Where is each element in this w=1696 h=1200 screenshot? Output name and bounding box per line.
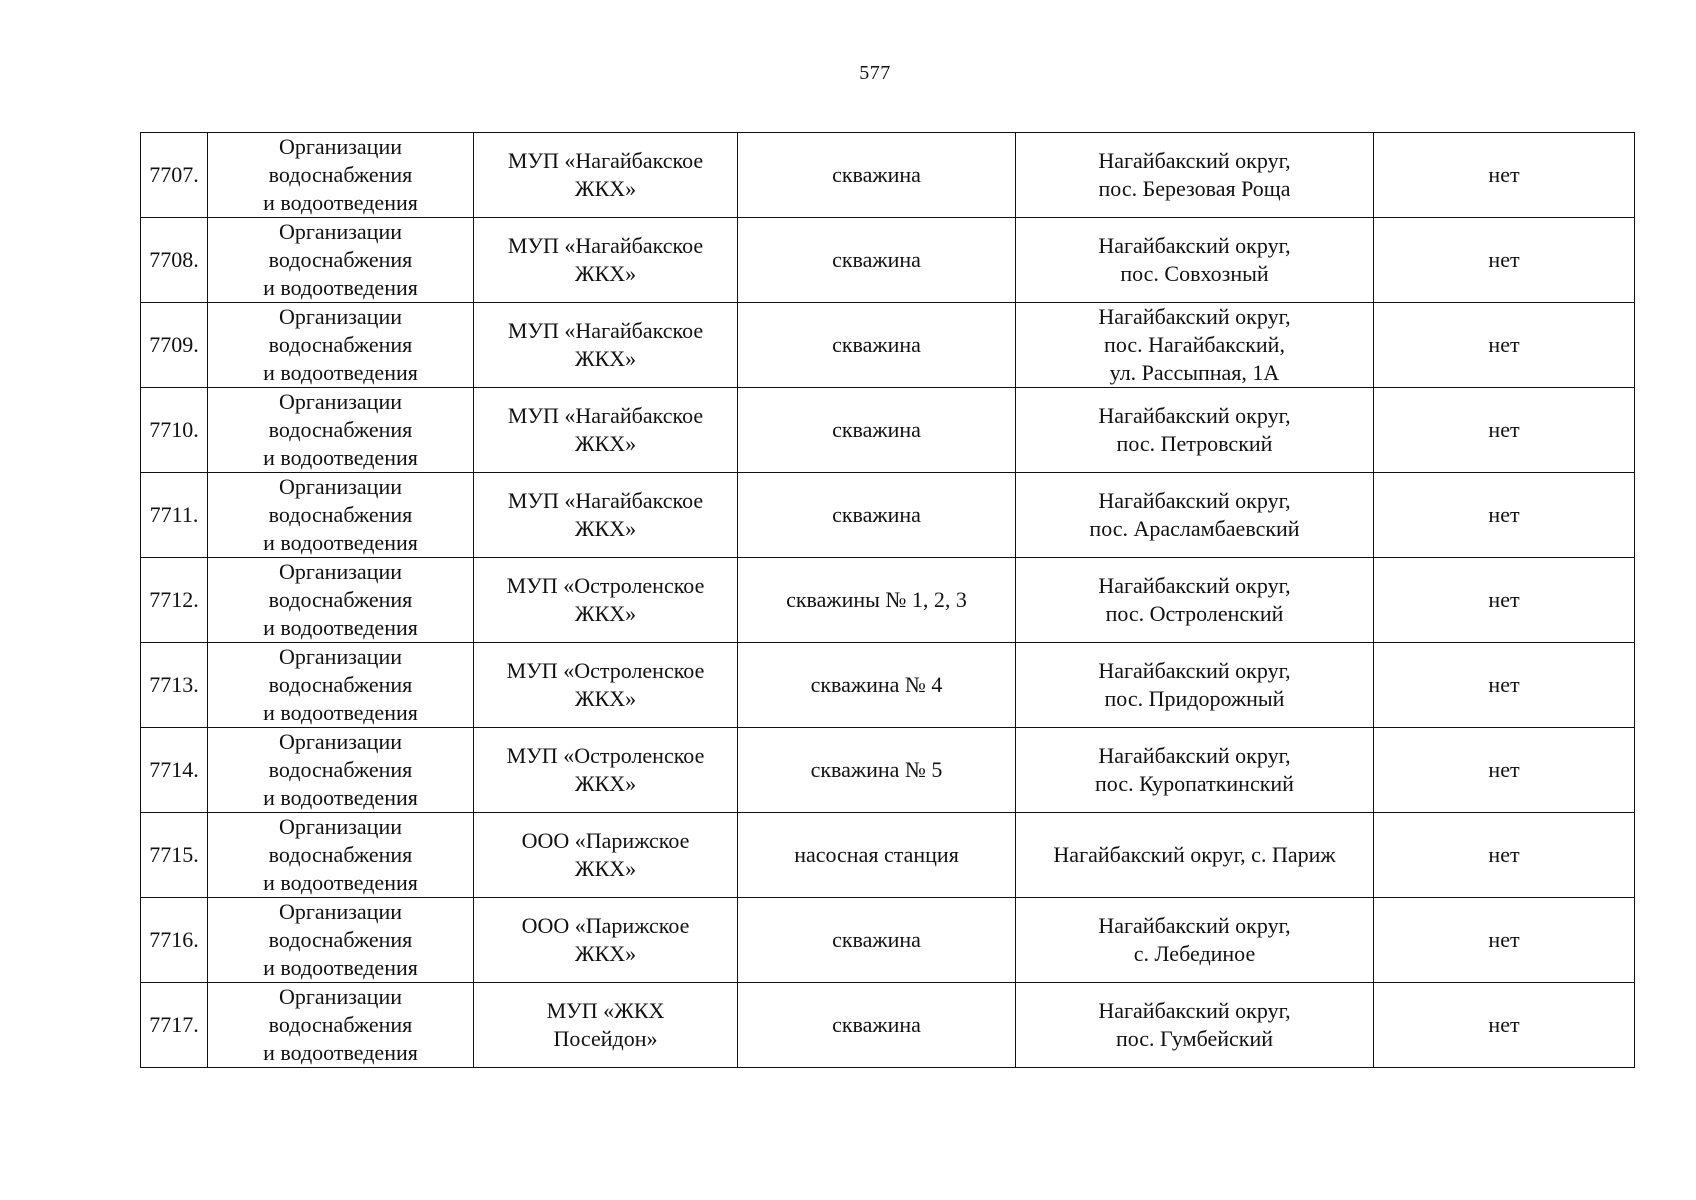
cell-number: 7713. bbox=[141, 643, 208, 728]
cell-category: Организации водоснабжения и водоотведения bbox=[208, 983, 474, 1068]
cell-object: скважина bbox=[738, 218, 1016, 303]
cell-number: 7707. bbox=[141, 133, 208, 218]
cell-organization: МУП «Нагайбакское ЖКХ» bbox=[474, 218, 738, 303]
cell-organization: МУП «Остроленское ЖКХ» bbox=[474, 643, 738, 728]
cell-organization: МУП «Нагайбакское ЖКХ» bbox=[474, 473, 738, 558]
cell-object: скважина bbox=[738, 898, 1016, 983]
cell-flag: нет bbox=[1374, 728, 1635, 813]
cell-address: Нагайбакский округ, с. Лебединое bbox=[1016, 898, 1374, 983]
cell-number: 7717. bbox=[141, 983, 208, 1068]
cell-address: Нагайбакский округ, с. Париж bbox=[1016, 813, 1374, 898]
cell-address: Нагайбакский округ, пос. Совхозный bbox=[1016, 218, 1374, 303]
table-row bbox=[141, 133, 1635, 218]
cell-address: Нагайбакский округ, пос. Арасламбаевский bbox=[1016, 473, 1374, 558]
cell-number: 7709. bbox=[141, 303, 208, 388]
table-row bbox=[141, 983, 1635, 1068]
cell-category: Организации водоснабжения и водоотведения bbox=[208, 303, 474, 388]
cell-number: 7712. bbox=[141, 558, 208, 643]
page-number: 577 bbox=[859, 62, 891, 84]
cell-organization: МУП «ЖКХ Посейдон» bbox=[474, 983, 738, 1068]
cell-object: скважина bbox=[738, 303, 1016, 388]
cell-flag: нет bbox=[1374, 218, 1635, 303]
cell-flag: нет bbox=[1374, 813, 1635, 898]
cell-flag: нет bbox=[1374, 473, 1635, 558]
registry-table bbox=[140, 132, 1635, 1068]
cell-category: Организации водоснабжения и водоотведения bbox=[208, 218, 474, 303]
cell-flag: нет bbox=[1374, 643, 1635, 728]
table-row bbox=[141, 898, 1635, 983]
table-row bbox=[141, 218, 1635, 303]
cell-address: Нагайбакский округ, пос. Петровский bbox=[1016, 388, 1374, 473]
cell-address: Нагайбакский округ, пос. Нагайбакский, ул. Рассыпная, 1А bbox=[1016, 303, 1374, 388]
cell-category: Организации водоснабжения и водоотведения bbox=[208, 133, 474, 218]
cell-flag: нет bbox=[1374, 983, 1635, 1068]
cell-number: 7716. bbox=[141, 898, 208, 983]
cell-flag: нет bbox=[1374, 898, 1635, 983]
cell-number: 7715. bbox=[141, 813, 208, 898]
cell-number: 7711. bbox=[141, 473, 208, 558]
cell-address: Нагайбакский округ, пос. Гумбейский bbox=[1016, 983, 1374, 1068]
table-row bbox=[141, 558, 1635, 643]
cell-organization: МУП «Нагайбакское ЖКХ» bbox=[474, 133, 738, 218]
cell-category: Организации водоснабжения и водоотведения bbox=[208, 898, 474, 983]
cell-object: скважина bbox=[738, 473, 1016, 558]
cell-organization: МУП «Остроленское ЖКХ» bbox=[474, 558, 738, 643]
cell-category: Организации водоснабжения и водоотведения bbox=[208, 813, 474, 898]
cell-number: 7714. bbox=[141, 728, 208, 813]
cell-object: насосная станция bbox=[738, 813, 1016, 898]
cell-address: Нагайбакский округ, пос. Березовая Роща bbox=[1016, 133, 1374, 218]
cell-organization: ООО «Парижское ЖКХ» bbox=[474, 813, 738, 898]
cell-object: скважина bbox=[738, 133, 1016, 218]
cell-category: Организации водоснабжения и водоотведения bbox=[208, 728, 474, 813]
cell-object: скважина bbox=[738, 388, 1016, 473]
cell-address: Нагайбакский округ, пос. Придорожный bbox=[1016, 643, 1374, 728]
cell-flag: нет bbox=[1374, 133, 1635, 218]
table-row bbox=[141, 303, 1635, 388]
cell-category: Организации водоснабжения и водоотведения bbox=[208, 388, 474, 473]
cell-organization: МУП «Остроленское ЖКХ» bbox=[474, 728, 738, 813]
cell-object: скважина bbox=[738, 983, 1016, 1068]
cell-address: Нагайбакский округ, пос. Остроленский bbox=[1016, 558, 1374, 643]
cell-number: 7708. bbox=[141, 218, 208, 303]
table-row bbox=[141, 728, 1635, 813]
cell-object: скважина № 4 bbox=[738, 643, 1016, 728]
cell-flag: нет bbox=[1374, 558, 1635, 643]
table-row bbox=[141, 643, 1635, 728]
cell-organization: МУП «Нагайбакское ЖКХ» bbox=[474, 388, 738, 473]
cell-object: скважина № 5 bbox=[738, 728, 1016, 813]
cell-flag: нет bbox=[1374, 388, 1635, 473]
cell-organization: МУП «Нагайбакское ЖКХ» bbox=[474, 303, 738, 388]
cell-number: 7710. bbox=[141, 388, 208, 473]
cell-object: скважины № 1, 2, 3 bbox=[738, 558, 1016, 643]
cell-category: Организации водоснабжения и водоотведения bbox=[208, 643, 474, 728]
table-row bbox=[141, 388, 1635, 473]
table-row bbox=[141, 473, 1635, 558]
cell-flag: нет bbox=[1374, 303, 1635, 388]
cell-category: Организации водоснабжения и водоотведения bbox=[208, 558, 474, 643]
cell-address: Нагайбакский округ, пос. Куропаткинский bbox=[1016, 728, 1374, 813]
table-row bbox=[141, 813, 1635, 898]
cell-category: Организации водоснабжения и водоотведения bbox=[208, 473, 474, 558]
cell-organization: ООО «Парижское ЖКХ» bbox=[474, 898, 738, 983]
